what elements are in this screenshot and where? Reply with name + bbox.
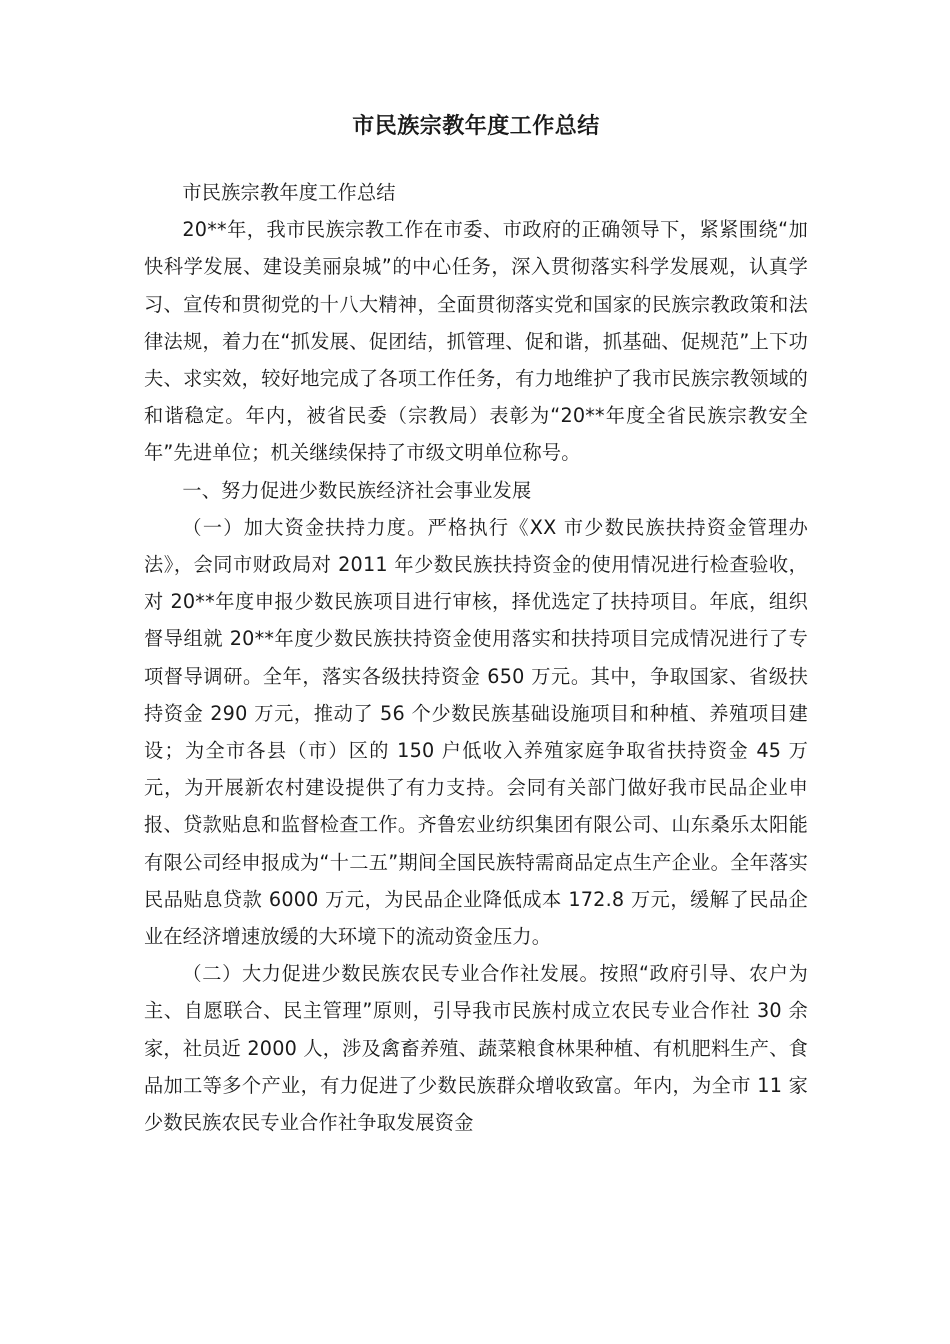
document-title: 市民族宗教年度工作总结 xyxy=(352,114,600,139)
funding-paragraph: （一）加大资金扶持力度。严格执行《XX 市少数民族扶持资金管理办法》，会同市财政局对 2011 年少数民族扶持资金的使用情况进行检查验收，对 20**年度申报少数民族项目进行审核，择优选定了扶持项目。年底，组织督导组就 20**年度少数民族扶持资金使用落实和扶持项目完成情况进行了专项督导调研。全年，落实各级扶持资金 650 万元。其中，争取国家、省级扶持资金 290 万元，推动了 56 个少数民族基础设施项目和种植、养殖项目建设；为全市各县（市）区的 150 户低收入养殖家庭争取省扶持资金 45 万元，为开展新农村建设提供了有力支持。会同有关部门做好我市民品企业申报、贷款贴息和监督检查工作。齐鲁宏业纺织集团有限公司、山东桑乐太阳能有限公司经申报成为“十二五”期间全国民族特需商品定点生产企业。全年落实民品贴息贷款 6000 万元，为民品企业降低成本 172.8 万元，缓解了民品企业在经济增速放缓的大环境下的流动资金压力。 xyxy=(144,515,808,949)
section-heading: 一、努力促进少数民族经济社会事业发展 xyxy=(182,478,532,502)
document-body xyxy=(144,174,808,1141)
cooperative-paragraph: （二）大力促进少数民族农民专业合作社发展。按照“政府引导、农户为主、自愿联合、民主管理”原则，引导我市民族村成立农民专业合作社 30 余家，社员近 2000 人，涉及禽畜养殖、蔬菜粮食林果种植、有机肥料生产、食品加工等多个产业，有力促进了少数民族群众增收致富。年内，为全市 11 家少数民族农民专业合作社争取发展资金 xyxy=(144,962,808,1135)
subtitle-paragraph: 市民族宗教年度工作总结 xyxy=(182,181,396,204)
intro-paragraph: 20**年，我市民族宗教工作在市委、市政府的正确领导下，紧紧围绕“加快科学发展、建设美丽泉城”的中心任务，深入贯彻落实科学发展观，认真学习、宣传和贯彻党的十八大精神，全面贯彻落实党和国家的民族宗教政策和法律法规，着力在“抓发展、促团结，抓管理、促和谐，抓基础、促规范”上下功夫、求实效，较好地完成了各项工作任务，有力地维护了我市民族宗教领域的和谐稳定。年内，被省民委（宗教局）表彰为“20**年度全省民族宗教安全年”先进单位；机关继续保持了市级文明单位称号。 xyxy=(144,218,808,465)
